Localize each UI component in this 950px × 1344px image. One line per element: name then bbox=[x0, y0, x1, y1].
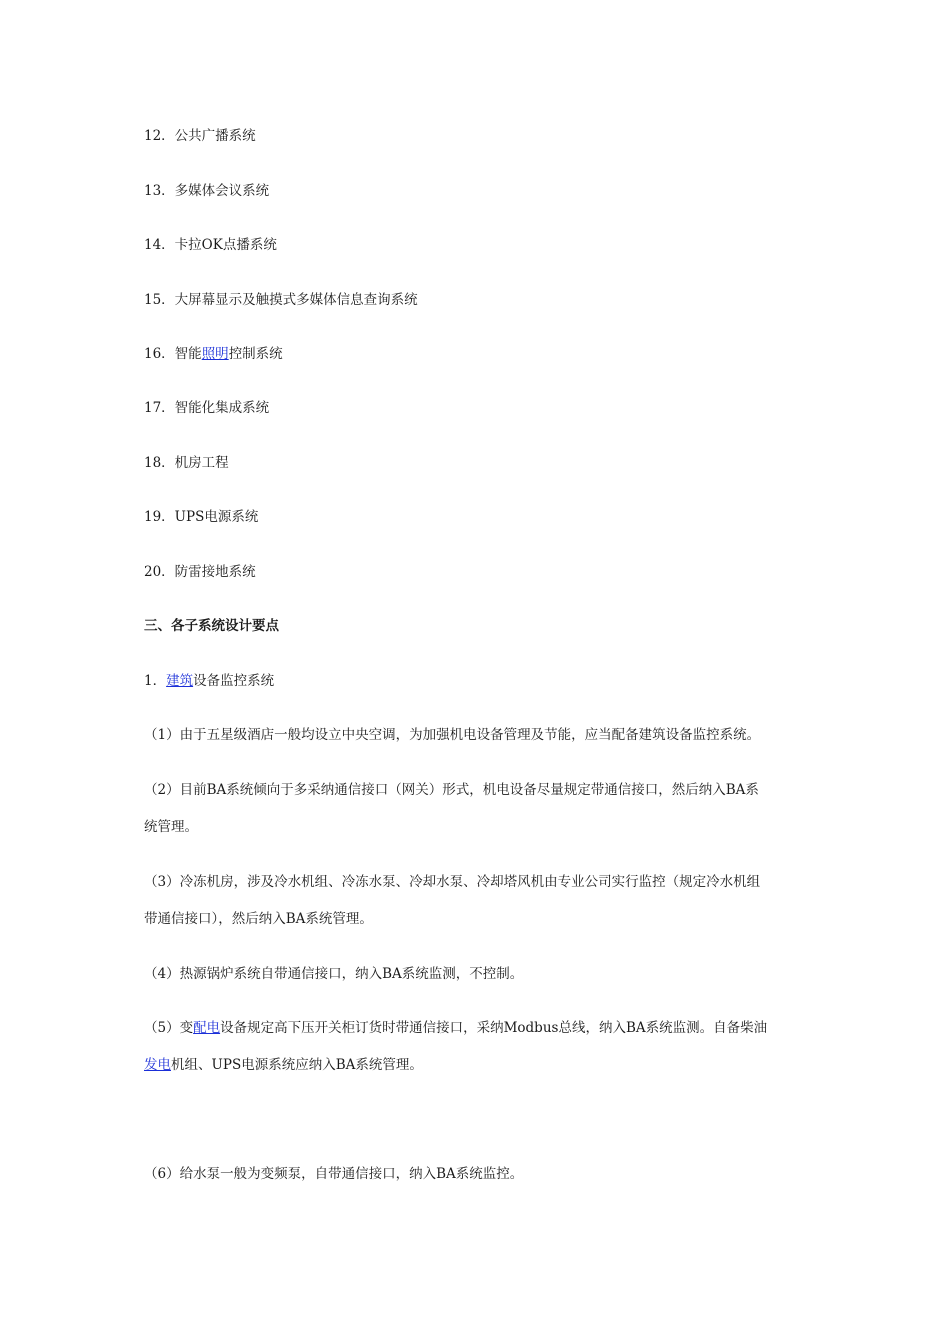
paragraph-5-line-2 bbox=[144, 1046, 800, 1084]
subsection-1-title bbox=[144, 662, 800, 700]
list-item-12: 12．公共广播系统 bbox=[144, 128, 256, 144]
paragraph-5-suffix: 机组、UPS电源系统应纳入BA系统管理。 bbox=[171, 1057, 423, 1073]
list-item-16-prefix: 16．智能 bbox=[144, 346, 202, 362]
list-item-14: 14．卡拉OK点播系统 bbox=[144, 237, 277, 253]
paragraph-5-prefix: （5）变 bbox=[144, 1020, 194, 1036]
list-item-19: 19．UPS电源系统 bbox=[144, 509, 259, 525]
paragraph-5-middle: 设备规定高下压开关柜订货时带通信接口，采纳Modbus总线，纳入BA系统监测。自备柴油 bbox=[220, 1020, 768, 1036]
section-heading: 三、各子系统设计要点 bbox=[144, 618, 279, 634]
link-power-distribution[interactable]: 配电 bbox=[193, 1020, 221, 1036]
link-lighting[interactable]: 照明 bbox=[201, 346, 229, 362]
paragraph-6: （6）给水泵一般为变频泵，自带通信接口，纳入BA系统监控。 bbox=[144, 1166, 524, 1182]
paragraph-2-line-2: 统管理。 bbox=[144, 819, 198, 835]
list-item-20: 20．防雷接地系统 bbox=[144, 564, 256, 580]
link-power-generation[interactable]: 发电 bbox=[144, 1057, 171, 1073]
paragraph-3-line-1: （3）冷冻机房，涉及冷水机组、冷冻水泵、冷却水泵、冷却塔风机由专业公司实行监控（规定冷水机组 bbox=[144, 874, 761, 890]
paragraph-2-line-1: （2）目前BA系统倾向于多采纳通信接口（网关）形式，机电设备尽量规定带通信接口，然后纳入BA系 bbox=[144, 782, 759, 798]
subsection-1-suffix: 设备监控系统 bbox=[193, 673, 275, 689]
list-item-15: 15．大屏幕显示及触摸式多媒体信息查询系统 bbox=[144, 292, 418, 308]
subsection-1-prefix: 1． bbox=[144, 673, 167, 689]
list-item-16 bbox=[144, 335, 800, 373]
list-item-16-suffix: 控制系统 bbox=[228, 346, 283, 362]
paragraph-1: （1）由于五星级酒店一般均设立中央空调，为加强机电设备管理及节能，应当配备建筑设备监控系统。 bbox=[144, 727, 761, 743]
paragraph-4: （4）热源锅炉系统自带通信接口，纳入BA系统监测，不控制。 bbox=[144, 966, 524, 982]
list-item-18: 18．机房工程 bbox=[144, 455, 229, 471]
list-item-13: 13．多媒体会议系统 bbox=[144, 183, 270, 199]
list-item-17: 17．智能化集成系统 bbox=[144, 400, 270, 416]
paragraph-3-line-2: 带通信接口），然后纳入BA系统管理。 bbox=[144, 911, 373, 927]
link-building[interactable]: 建筑 bbox=[166, 673, 194, 689]
paragraph-5-line-1 bbox=[144, 1009, 800, 1047]
